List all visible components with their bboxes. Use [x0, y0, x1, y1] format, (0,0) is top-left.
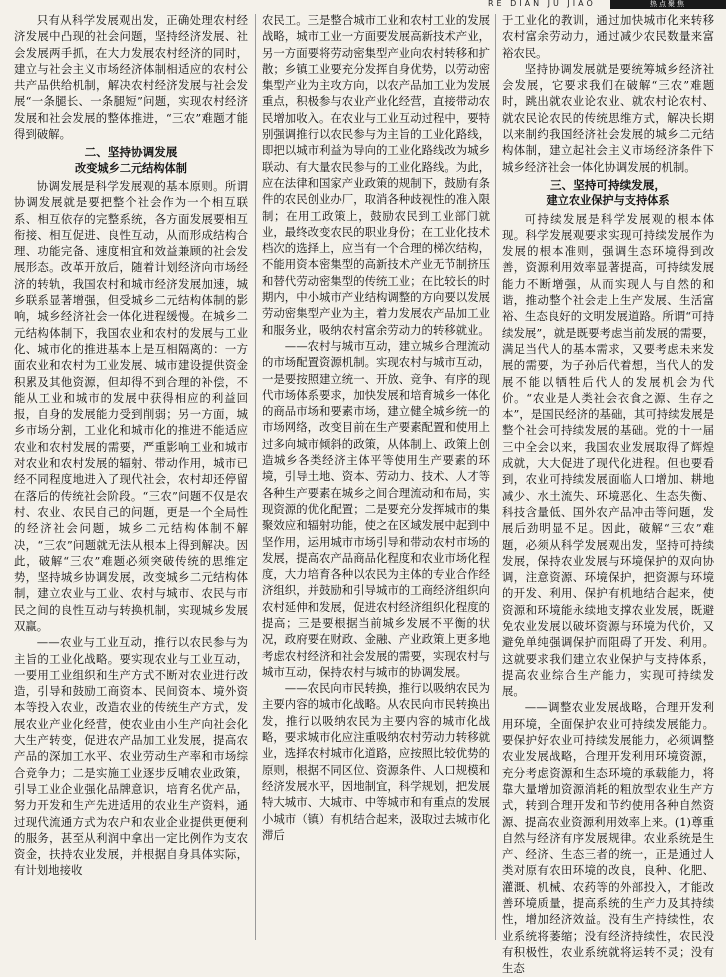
section-heading: 三、坚持可持续发展，	[550, 177, 666, 192]
paragraph: ——农村与城市互动，建立城乡合理流动的市场配置资源机制。实现农村与城市互动，一是要按照建立统一、开放、竞争、有序的现代市场体系要求，加快发展和培育城乡一体化的商品市场和要素市场，建立健全城乡统一的市场网络，改变目前在生产要素配置和使用上过多向城市倾斜的政策，从体制上、政策上创造城乡各类经济主体平等使用生产要素的环境，引导土地、资本、劳动力、技术、人才等各种生产要素在城乡之间合理流动和布局，实现资源的优化配置；二是要充分发挥城市的集聚效应和辐射功能，使之在区域发展中起到中坚作用，运用城市市场引导和带动农村市场的发展，提高农产品商品化程度和农业市场化程度，大力培育各种以农民为主体的专业合作经济组织，并鼓励和引导城市的工商经济组织向农村延伸和发展，促进农村经济组织化程度的提高；三是要根据当前城乡发展不平衡的状况，政府要在财政、金融、产业政策上更多地考虑农村经济和社会发展的需要，实现农村与城市互动，保持农村与城市的协调发展。	[262, 338, 490, 679]
column-left	[14, 12, 248, 942]
paragraph: 协调发展是科学发展观的基本原则。所谓协调发展就是要把整个社会作为一个相互联系、相互依存的完整系统，各方面发展要相互衔接、相互促进、良性互动，从而形成结构合理、功能完备、速度相宜和效益兼顾的社会发展形态。改革开放后，随着计划经济向市场经济的转轨，我国农村和城市经济发展加速，城乡联系显著增强，但受城乡二元结构体制的影响，城乡经济社会一体化进程缓慢。在城乡二元结构体制下，我国农业和农村的发展与工业化、城市化的推进基本上是互相隔离的：一方面农业和农村为工业发展、城市建设提供资金积累及其他资源，但却得不到合理的补偿，不能从工业和城市的发展中获得相应的利益回报，自身的发展能力受到削弱；另一方面，城乡市场分割，工业化和城市化的推进不能适应农业和农村发展的需要，严重影响工业和城市对农业和农村发展的辐射、带动作用，城市已经不同程度地进入了现代社会，农村却还停留在落后的传统社会阶段。“三农”问题不仅是农村、农业、农民自己的问题，更是一个全局性的经济社会问题，城乡二元结构体制不解决，“三农”问题就无法从根本上得到解决。因此，破解“三农”难题必须突破传统的思维定势，坚持城乡协调发展，改变城乡二元结构体制，建立农业与工业、农村与城市、农民与市民之间的良性互动与转换机制，实现城乡发展双赢。	[14, 178, 248, 633]
section-heading: 二、坚持协调发展	[84, 145, 178, 160]
paragraph: 可持续发展是科学发展观的根本体现。科学发展观要求实现可持续发展作为发展的根本准则，强调生态环境得到改善，资源利用效率显著提高，可持续发展能力不断增强，从而实现人与自然的和谐，推动整个社会走上生产发展、生活富裕、生态良好的文明发展道路。所谓“可持续发展”，就是既要考虑当前发展的需要，满足当代人的基本需求，又要考虑未来发展的需要，为子孙后代着想，当代人的发展不能以牺牲后代人的发展机会为代价。“农业是人类社会衣食之源、生存之本”，是国民经济的基础，其可持续发展是整个社会可持续发展的基础。党的十一届三中全会以来，我国农业发展取得了辉煌成就，大大促进了现代化进程。但也要看到，农业可持续发展面临人口增加、耕地减少、水土流失、环境恶化、生态失衡、科技含量低、国外农产品冲击等问题，发展后劲明显不足。因此，破解“三农”难题，必须从科学发展观出发，坚持可持续发展，保持农业发展与环境保护的双向协调，注意资源、环境保护，把资源与环境的开发、利用、保护有机地结合起来，使资源和环境能永续地支撑农业发展，既避免农业发展以破坏资源与环境为代价，又避免单纯强调保护而阻碍了开发、利用。这就要求我们建立农业保护与支持体系，提高农业综合生产能力，实现可持续发展。	[502, 211, 714, 699]
section-subheading: 改变城乡二元结构体制	[75, 161, 187, 175]
column-divider	[255, 14, 256, 940]
paragraph: ——农业与工业互动，推行以农民参与为主旨的工业化战略。要实现农业与工业互动，一要用工业组织和生产方式不断对农业进行改造，引导和鼓励工商资本、民间资本、境外资本等投入农业，改造农业的传统生产方式，发展农业产业化经营，使农业由小生产向社会化大生产转变，促进农产品加工业发展，提高农产品的深加工水平、农业劳动生产率和市场综合竞争力；二是实施工业逐步反哺农业政策，引导工业企业强化品牌意识，培育名优产品，努力开发和生产先进适用的农业生产资料，通过现代流通方式为农户和农业企业提供更便利的服务，甚至从利润中拿出一定比例作为支农资金，扶持农业发展，并根据自身具体实际，有计划地接收	[14, 635, 248, 878]
paragraph: 于工业化的教训，通过加快城市化来转移农村富余劳动力，通过减少农民数量来富裕农民。	[502, 13, 714, 60]
column-right	[502, 12, 714, 976]
paragraph: ——农民向市民转换，推行以吸纳农民为主要内容的城市化战略。从农民向市民转换出发，推行以吸纳农民为主要内容的城市化战略，要求城市化应注重吸纳农村劳动力转移就业，选择农村城市化道路，应按照比较优势的原则，根据不同区位、资源条件、人口规模和经济发展水平，因地制宜，科学规划，把发展特大城市、大城市、中等城市和有重点的发展小城市（镇）有机结合起来，汲取过去城市化滞后	[262, 681, 490, 842]
column-divider	[495, 14, 496, 940]
column-middle	[262, 12, 490, 942]
paragraph: 农民工。三是整合城市工业和农村工业的发展战略，城市工业一方面要发展高新技术产业，另一方面要将劳动密集型产业向农村转移和扩散；乡镇工业要充分发挥自身优势，以劳动密集型产业为主攻方向，以农产品加工业为发展重点，积极参与农业产业化经营，直接带动农民增加收入。在农业与工业互动过程中，要特别强调推行以农民参与为主旨的工业化路线，即把以城市利益为导向的工业化路线改为城乡联动、有大量农民参与的工业化路线。为此，应在法律和国家产业政策的规制下，鼓励有条件的农民创业办厂，取消各种歧视性的准入限制；在用工政策上，鼓励农民到工业部门就业，最终改变农民的职业身份；在工业化技术档次的选择上，应当有一个合理的梯次结构，不能用资本密集型的高新技术产业无节制挤压和替代劳动密集型的传统工业；在比较长的时期内，中小城市产业结构调整的方向要以发展劳动密集型产业为主，着力发展农产品加工业和服务业，吸纳农村富余劳动力的转移就业。	[262, 13, 490, 337]
section-subheading: 建立农业保护与支持体系	[546, 194, 670, 208]
paragraph: 只有从科学发展观出发，正确处理农村经济发展中凸现的社会问题，坚持经济发展、社会发展两手抓，在大力发展农村经济的同时，建立与社会主义市场经济体制相适应的农村公共产品供给机制，解决农村经济发展与社会发展“一条腿长、一条腿短”问题，实现农村经济发展和社会发展的整体推进，“三农”难题才能得到破解。	[14, 13, 248, 142]
paragraph: 坚持协调发展就是要统筹城乡经济社会发展，它要求我们在破解“三农”难题时，跳出就农业论农业、就农村论农村、就农民论农民的传统思维方式，解决长期以来制约我国经济社会发展的城乡二元结构体制，建立起社会主义市场经济条件下城乡经济社会一体化协调发展的机制。	[502, 61, 714, 174]
running-title: RE DIAN JU JIAO	[488, 0, 596, 8]
paragraph: ——调整农业发展战略，合理开发利用环境，全面保护农业可持续发展能力。要保护好农业可持续发展能力，必须调整农业发展战略，合理开发利用环境资源，充分考虑资源和生态环境的承载能力，将靠大量增加资源消耗的粗放型农业生产方式，转到合理开发和节约使用各种自然资源、提高农业资源利用效率上来。(1)尊重自然与经济有序发展规律。农业系统是生产、经济、生态三者的统一，正是通过人类对原有农田环境的改良，良种、化肥、灌溉、机械、农药等的外部投入，才能改善环境质量，提高系统的生产力及其持续性，增加经济效益。没有生产持续性，农业系统将萎缩；没有经济持续性，农民没有积极性，农业系统就将运转不灵；没有生态	[502, 700, 714, 976]
running-header	[0, 0, 726, 10]
section-badge: 热点聚焦	[610, 0, 726, 9]
